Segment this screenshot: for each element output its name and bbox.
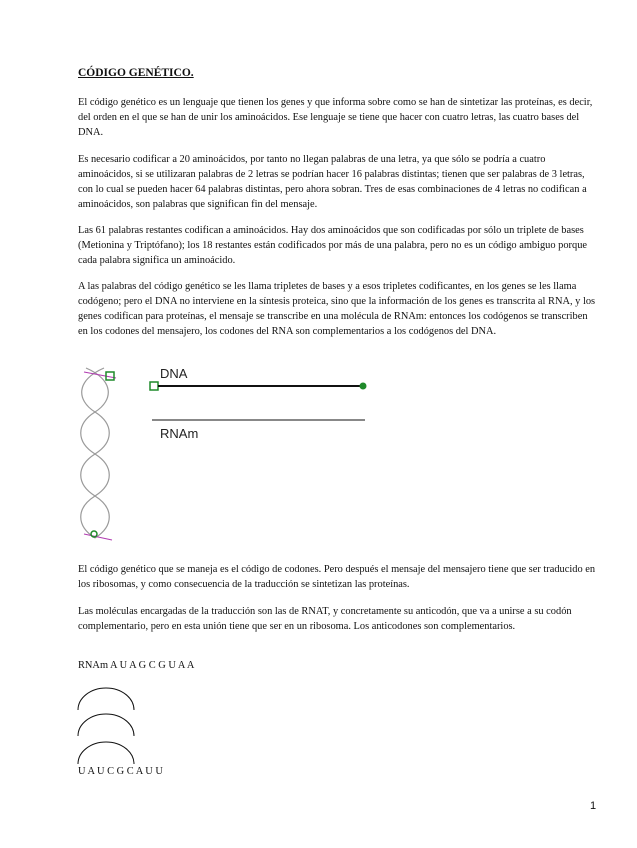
arc-3: [78, 742, 134, 764]
paragraph-amino-acids: Las 61 palabras restantes codifican a aminoácidos. Hay dos aminoácidos que son codificadas por sólo un triplete de bases (Metionina y Triptófano); los 18 restantes están codificados por más de una palabra, pero no es un código ambiguo porque cada palabra significa un aminoácido.: [78, 225, 588, 266]
paragraph-intro: El código genético es un lenguaje que tienen los genes y que informa sobre como se han de sintetizar las proteínas, es decir, del orden en el que se han de unir los aminoácidos. Ese lenguaje se tiene que hacer con cuatro letras, las cuatro bases del DNA.: [78, 97, 593, 138]
page-number: 1: [590, 800, 597, 812]
dna-transcription-diagram: [70, 362, 390, 547]
helix-strand-a: [81, 368, 110, 538]
dna-label: DNA: [160, 366, 188, 381]
dna-strand-end-dot: [360, 383, 367, 390]
paragraph-codons: El código genético que se maneja es el código de codones. Pero después el mensaje del mensajero tiene que ser traducido en los ribosomas, y como consecuencia de la traducción se sintetizan las proteínas.: [78, 564, 596, 590]
arc-2: [78, 714, 134, 736]
helix-bottom-marker-line: [84, 534, 112, 540]
ribosome-arcs-diagram: [74, 686, 144, 768]
rnam-label: RNAm: [160, 426, 199, 441]
helix-strand-b: [81, 368, 110, 538]
dna-strand-start-square: [150, 382, 158, 390]
paragraph-codogens: A las palabras del código genético se les llama tripletes de bases y a esos tripletes codificantes, en los genes se les llama codógeno; pero el DNA no interviene en la síntesis proteica, sino que la información de los genes es transcrita al RNA, y los genes codifican para proteínas, el mensaje se transcribe en una molécula de RNAm: entonces los codógenos se transcriben en los codones del mensajero, los codones del RNA son complementarios a los codógenos del DNA.: [78, 281, 596, 337]
anticodon-sequence: U A U C G C A U U: [78, 766, 163, 777]
arc-1: [78, 688, 134, 710]
document-title: CÓDIGO GENÉTICO.: [78, 67, 194, 79]
paragraph-codification: Es necesario codificar a 20 aminoácidos, por tanto no llegan palabras de una letra, ya que sólo se podría a cuatro aminoácidos, si se utilizaran palabras de 2 letras se podrían hacer 16 palabras distintas; tienen que ser palabras de 3 letras, con lo cual se pueden hacer 64 palabras distintas, pero ahora sobran. Tres de esas combinaciones de 4 letras no codifican a aminoácidos, son palabras que significan fin del mensaje.: [78, 154, 587, 210]
rnam-sequence: RNAm A U A G C G U A A: [78, 660, 195, 671]
paragraph-translation: Las moléculas encargadas de la traducción son las de RNAT, y concretamente su anticodón, que va a unirse a su codón complementario, pero en esta unión tiene que ser en un ribosoma. Los anticodones son complementarios.: [78, 606, 572, 632]
